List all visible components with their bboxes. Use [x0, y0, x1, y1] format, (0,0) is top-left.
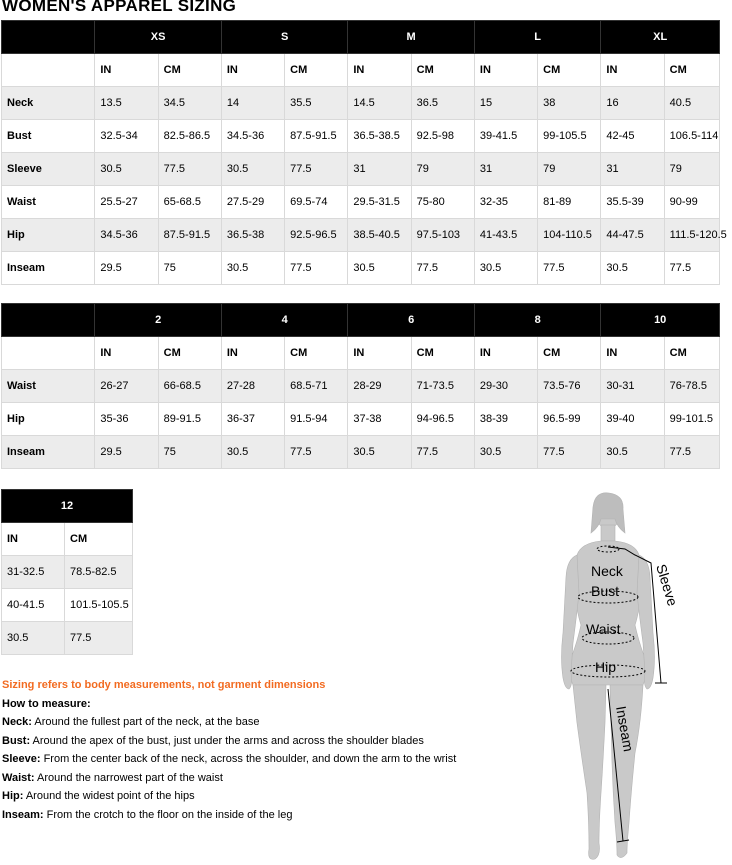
row-label: Hip [2, 403, 95, 436]
figure-label-bust: Bust [591, 583, 620, 599]
table-cell: 77.5 [411, 436, 474, 469]
table-cell: 36.5-38 [221, 219, 284, 252]
note-text: From the center back of the neck, across the shoulder, and down the arm to the wrist [40, 753, 457, 765]
table-cell: 75 [158, 252, 221, 285]
table-cell: 81-89 [538, 186, 601, 219]
table-cell: 25.5-27 [95, 186, 158, 219]
table-cell: 77.5 [65, 622, 133, 655]
unit-in: IN [221, 337, 284, 370]
unit-in: IN [348, 54, 411, 87]
figure-label-sleeve: Sleeve [653, 562, 681, 608]
size-header: 6 [348, 304, 475, 337]
table-cell: 31-32.5 [2, 556, 65, 589]
table-cell: 40.5 [664, 87, 719, 120]
table-cell: 87.5-91.5 [158, 219, 221, 252]
table-cell: 34.5-36 [221, 120, 284, 153]
table-cell: 39-40 [601, 403, 664, 436]
table-cell: 30.5 [221, 252, 284, 285]
table-cell: 34.5 [158, 87, 221, 120]
table-cell: 29.5 [95, 436, 158, 469]
unit-in: IN [2, 523, 65, 556]
table-cell: 44-47.5 [601, 219, 664, 252]
table-cell: 69.5-74 [285, 186, 348, 219]
table-cell: 65-68.5 [158, 186, 221, 219]
table-cell: 34.5-36 [95, 219, 158, 252]
table-cell: 31 [474, 153, 537, 186]
table-cell: 16 [601, 87, 664, 120]
note-text: Around the narrowest part of the waist [34, 771, 223, 784]
size-header: XL [601, 21, 720, 54]
table-cell: 26-27 [95, 370, 158, 403]
table-cell: 78.5-82.5 [65, 556, 133, 589]
table-cell: 66-68.5 [158, 370, 221, 403]
unit-cm: CM [411, 54, 474, 87]
size-table-letter [1, 20, 727, 285]
table-cell: 99-105.5 [538, 120, 601, 153]
note-term: Bust: [2, 734, 31, 747]
table-cell: 39-41.5 [474, 120, 537, 153]
table-cell: 40-41.5 [2, 589, 65, 622]
how-to-measure-heading [2, 695, 562, 714]
table-cell: 97.5-103 [411, 219, 474, 252]
page-title: WOMEN'S APPAREL SIZING [2, 0, 237, 15]
table-cell: 41-43.5 [474, 219, 537, 252]
unit-cm: CM [285, 54, 348, 87]
table-row [2, 370, 720, 403]
unit-row [2, 337, 720, 370]
sizing-note-headline: Sizing refers to body measurements, not garment dimensions [2, 679, 326, 691]
table-cell: 27.5-29 [221, 186, 284, 219]
table-cell: 71-73.5 [411, 370, 474, 403]
table-cell: 31 [601, 153, 664, 186]
table-cell: 75 [158, 436, 221, 469]
table-cell: 29-30 [474, 370, 537, 403]
table-row [2, 120, 720, 153]
left-leg-shape [573, 685, 606, 859]
row-label: Neck [2, 87, 95, 120]
table-cell: 77.5 [285, 436, 348, 469]
note-item [2, 732, 562, 751]
table-cell: 75-80 [411, 186, 474, 219]
note-item [2, 806, 562, 825]
unit-in: IN [601, 337, 664, 370]
table-cell: 35-36 [95, 403, 158, 436]
figure-label-inseam: Inseam [613, 704, 637, 753]
table-cell: 30.5 [474, 436, 537, 469]
table-cell: 38-39 [474, 403, 537, 436]
note-text: From the crotch to the floor on the inside of the leg [43, 808, 293, 821]
unit-row [2, 523, 133, 556]
body-measurement-figure [555, 493, 730, 865]
size-header: 10 [601, 304, 720, 337]
figure-label-waist: Waist [586, 621, 621, 637]
figure-label-neck: Neck [591, 563, 623, 579]
size-header: 8 [474, 304, 601, 337]
size-table-12 [1, 489, 133, 655]
unit-cm: CM [538, 337, 601, 370]
table-row [2, 622, 133, 655]
table-cell: 27-28 [221, 370, 284, 403]
unit-cm: CM [158, 54, 221, 87]
neck-shape [601, 525, 615, 541]
note-term: Sleeve: [2, 753, 41, 765]
unit-row [2, 54, 720, 87]
size-header: XS [95, 21, 222, 54]
size-header: 4 [221, 304, 348, 337]
table-cell: 77.5 [664, 436, 719, 469]
row-label: Waist [2, 370, 95, 403]
table-cell: 89-91.5 [158, 403, 221, 436]
table-cell: 30.5 [95, 153, 158, 186]
row-label: Inseam [2, 436, 95, 469]
table-cell: 30.5 [601, 252, 664, 285]
size-table-numeric [1, 303, 720, 469]
table-cell: 42-45 [601, 120, 664, 153]
table-row [2, 252, 720, 285]
unit-corner [2, 54, 95, 87]
table-cell: 91.5-94 [285, 403, 348, 436]
size-header: M [348, 21, 475, 54]
table-cell: 90-99 [664, 186, 719, 219]
size-header: 2 [95, 304, 222, 337]
table-cell: 77.5 [285, 153, 348, 186]
table-cell: 79 [538, 153, 601, 186]
header-corner [2, 304, 95, 337]
table-cell: 29.5 [95, 252, 158, 285]
table-cell: 29.5-31.5 [348, 186, 411, 219]
table-cell: 30.5 [601, 436, 664, 469]
table-cell: 104-110.5 [538, 219, 601, 252]
unit-in: IN [474, 337, 537, 370]
size-header-row [2, 490, 133, 523]
table-cell: 36.5 [411, 87, 474, 120]
measurement-notes [2, 676, 562, 824]
table-cell: 111.5-120.5 [664, 219, 719, 252]
row-label: Sleeve [2, 153, 95, 186]
table-row [2, 153, 720, 186]
unit-cm: CM [285, 337, 348, 370]
table-cell: 87.5-91.5 [285, 120, 348, 153]
note-text: Around the apex of the bust, just under the arms and across the shoulder blades [30, 734, 424, 747]
note-term: Neck: [2, 716, 32, 728]
unit-in: IN [95, 337, 158, 370]
header-corner [2, 21, 95, 54]
size-header-row [2, 21, 720, 54]
table-cell: 92.5-98 [411, 120, 474, 153]
table-cell: 68.5-71 [285, 370, 348, 403]
row-label: Bust [2, 120, 95, 153]
table-cell: 101.5-105.5 [65, 589, 133, 622]
table-cell: 77.5 [411, 252, 474, 285]
table-cell: 99-101.5 [664, 403, 719, 436]
table-cell: 76-78.5 [664, 370, 719, 403]
table-cell: 14.5 [348, 87, 411, 120]
table-cell: 36-37 [221, 403, 284, 436]
table-cell: 32.5-34 [95, 120, 158, 153]
table-cell: 30.5 [221, 436, 284, 469]
table-cell: 35.5 [285, 87, 348, 120]
unit-cm: CM [664, 54, 719, 87]
table-row [2, 186, 720, 219]
unit-in: IN [348, 337, 411, 370]
table-cell: 77.5 [158, 153, 221, 186]
unit-in: IN [601, 54, 664, 87]
unit-in: IN [221, 54, 284, 87]
table-cell: 30.5 [474, 252, 537, 285]
table-cell: 35.5-39 [601, 186, 664, 219]
unit-cm: CM [411, 337, 474, 370]
unit-corner [2, 337, 95, 370]
table-cell: 15 [474, 87, 537, 120]
note-item [2, 750, 562, 769]
table-cell: 38 [538, 87, 601, 120]
note-term: Hip: [2, 790, 24, 802]
table-cell: 38.5-40.5 [348, 219, 411, 252]
row-label: Hip [2, 219, 95, 252]
table-cell: 77.5 [538, 436, 601, 469]
table-cell: 30.5 [2, 622, 65, 655]
table-cell: 30.5 [221, 153, 284, 186]
table-cell: 37-38 [348, 403, 411, 436]
table-cell: 79 [664, 153, 719, 186]
table-row [2, 219, 720, 252]
size-header: 12 [2, 490, 133, 523]
table-cell: 96.5-99 [538, 403, 601, 436]
table-cell: 94-96.5 [411, 403, 474, 436]
table-row [2, 403, 720, 436]
table-cell: 30.5 [348, 436, 411, 469]
row-label: Inseam [2, 252, 95, 285]
unit-cm: CM [538, 54, 601, 87]
table-cell: 79 [411, 153, 474, 186]
table-row [2, 556, 133, 589]
table-cell: 77.5 [664, 252, 719, 285]
table-cell: 92.5-96.5 [285, 219, 348, 252]
note-term: Inseam: [2, 808, 44, 821]
unit-in: IN [95, 54, 158, 87]
note-text: Around the fullest part of the neck, at the base [31, 716, 260, 728]
table-cell: 82.5-86.5 [158, 120, 221, 153]
unit-cm: CM [158, 337, 221, 370]
note-item [2, 769, 562, 788]
size-header: S [221, 21, 348, 54]
note-item [2, 787, 562, 806]
table-cell: 73.5-76 [538, 370, 601, 403]
size-header: L [474, 21, 601, 54]
table-cell: 28-29 [348, 370, 411, 403]
table-cell: 30-31 [601, 370, 664, 403]
unit-cm: CM [664, 337, 719, 370]
table-cell: 106.5-114 [664, 120, 719, 153]
table-cell: 32-35 [474, 186, 537, 219]
table-cell: 31 [348, 153, 411, 186]
unit-in: IN [474, 54, 537, 87]
note-term: Waist: [2, 771, 35, 784]
table-row [2, 589, 133, 622]
table-cell: 14 [221, 87, 284, 120]
table-cell: 36.5-38.5 [348, 120, 411, 153]
body-silhouette [562, 493, 655, 860]
table-cell: 13.5 [95, 87, 158, 120]
how-to-label: How to measure: [2, 697, 91, 710]
table-cell: 30.5 [348, 252, 411, 285]
body-silhouette-svg [555, 493, 730, 865]
table-row [2, 87, 720, 120]
size-header-row [2, 304, 720, 337]
table-cell: 77.5 [285, 252, 348, 285]
note-item [2, 713, 562, 732]
table-cell: 77.5 [538, 252, 601, 285]
figure-label-hip: Hip [595, 659, 617, 675]
note-text: Around the widest point of the hips [23, 790, 195, 802]
row-label: Waist [2, 186, 95, 219]
unit-cm: CM [65, 523, 133, 556]
table-row [2, 436, 720, 469]
